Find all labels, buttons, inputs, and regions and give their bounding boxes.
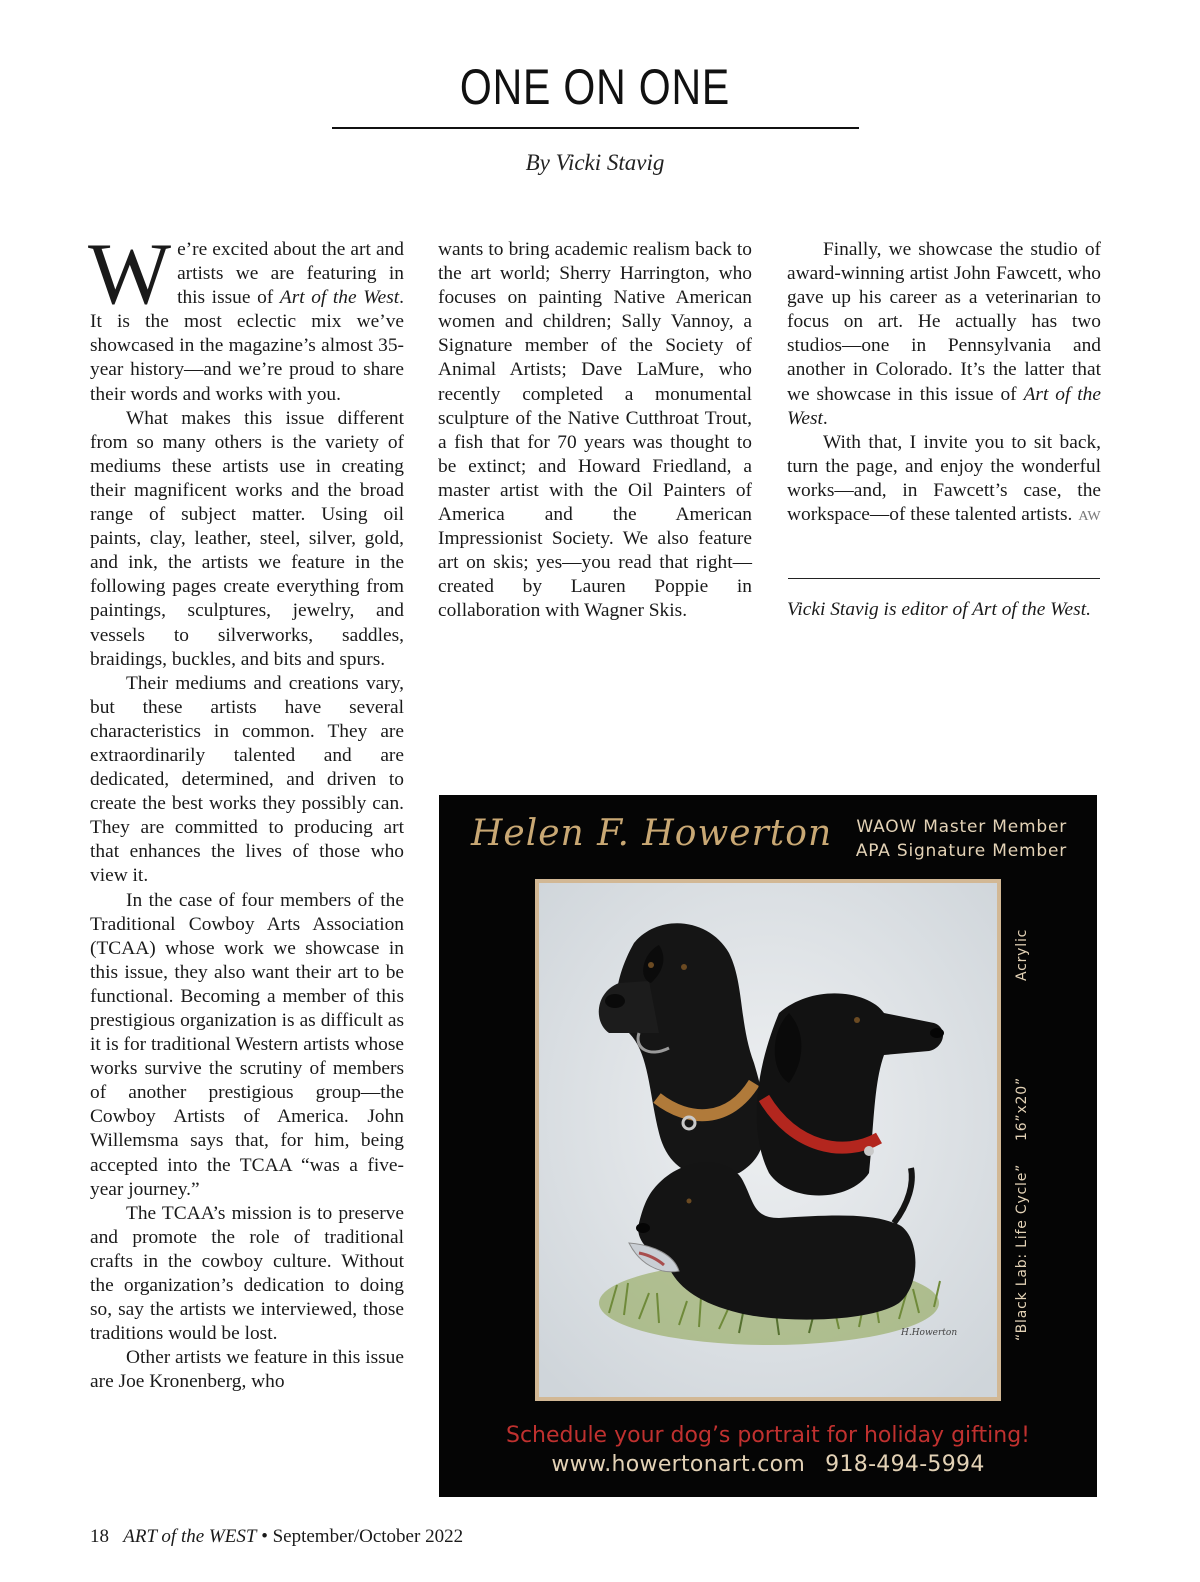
article-column-3	[787, 238, 1101, 529]
painting-size: 16”x20”	[1014, 1076, 1030, 1141]
paragraph-text: Finally, we showcase the studio of award-winning artist John Fawcett, who gave up his career as a veterinarian to focus on art. He actually has two studios—one in Pennsylvania and another in Colorado. It’s the latter that we showcase in this issue of	[787, 239, 1101, 405]
membership-line: WAOW Master Member	[856, 817, 1067, 837]
dog-painting	[539, 883, 997, 1397]
phone-number[interactable]: 918-494-5994	[825, 1452, 985, 1477]
paragraph: The TCAA’s mission is to preserve and promote the role of traditional crafts in the cowboy culture. Without the organization’s dedication to doing so, say the artists we interviewed, those traditions would be lost.	[90, 1202, 404, 1345]
article-column-2	[438, 238, 752, 624]
paragraph	[787, 431, 1101, 529]
end-mark-icon: AW	[1078, 509, 1101, 525]
page-number: 18	[90, 1526, 109, 1547]
drop-cap: W	[88, 226, 172, 323]
magazine-title: Art of the West	[279, 287, 400, 309]
section-title: ONE ON ONE	[459, 59, 731, 115]
membership-line: APA Signature Member	[855, 841, 1067, 861]
advertisement[interactable]	[439, 795, 1097, 1497]
byline: By Vicki Stavig	[525, 150, 665, 175]
footer-separator: •	[261, 1526, 268, 1547]
painting-frame	[535, 879, 1001, 1401]
title-rule	[332, 127, 859, 129]
paragraph-text: .	[822, 407, 828, 429]
ad-contact	[439, 1452, 1097, 1477]
paragraph: wants to bring academic realism back to the art world; Sherry Harrington, who focuses on painting Native American women and children; Sally Vannoy, a Signature member of the Society of Animal Artists; Dave LaMure, who recently completed a monumental sculpture of the Native Cutthroat Trout, a fish that for 70 years was thought to be extinct; and Howard Friedland, a master artist with the Oil Painters of America and the American Impressionist Society. We also feature art on skis; yes—you read that right—created by Lauren Poppie in collaboration with Wagner Skis.	[438, 239, 752, 622]
artist-signature: Helen F. Howerton	[471, 813, 833, 854]
painting-medium: Acrylic	[1014, 928, 1030, 981]
black-labs-illustration	[539, 883, 997, 1397]
author-bio: Vicki Stavig is editor of Art of the West.	[787, 599, 1091, 620]
paragraph	[88, 226, 404, 407]
page-footer	[90, 1526, 463, 1548]
bio-rule	[788, 578, 1100, 579]
painting-signature: H.Howerton	[901, 1328, 958, 1338]
paragraph: In the case of four members of the Traditional Cowboy Arts Association (TCAA) whose work we showcase in this issue, they also want their art to be functional. Becoming a member of this prestigious organization is as difficult as it is for traditional Western artists whose works survive the scrutiny of members of another prestigious group—the Cowboy Artists of America. John Willemsma says that, for him, being accepted into the TCAA “was a five-year journey.”	[90, 889, 404, 1200]
article-column-1	[88, 226, 404, 1395]
ad-call-to-action: Schedule your dog’s portrait for holiday gifting!	[506, 1423, 1030, 1448]
issue-date: September/October 2022	[272, 1526, 464, 1547]
magazine-name: ART of the WEST	[123, 1526, 257, 1547]
paragraph: Their mediums and creations vary, but these artists have several characteristics in common. They are extraordinarily talented and are dedicated, determined, and driven to create the best works they possibly can. They are committed to producing art that enhances the lives of those who view it.	[90, 672, 404, 887]
paragraph-text: With that, I invite you to sit back, turn the page, and enjoy the wonderful works—and, in Fawcett’s case, the workspace—of these talented artists.	[787, 431, 1101, 526]
magazine-title: Art of the West	[787, 383, 1101, 429]
paragraph: Other artists we feature in this issue are Joe Kronenberg, who	[90, 1347, 404, 1393]
website-link[interactable]: www.howertonart.com	[551, 1452, 806, 1477]
paragraph-text: . It is the most eclectic mix we’ve showcased in the magazine’s almost 35-year history—and we’re proud to share their words and works with you.	[90, 287, 404, 405]
paragraph-text: e’re excited about the art and artists we are featuring in this issue of	[177, 239, 404, 309]
paragraph	[787, 238, 1101, 431]
painting-title: “Black Lab: Life Cycle”	[1014, 1163, 1030, 1341]
paragraph: What makes this issue different from so many others is the variety of mediums these artists use in creating their magnificent works and the broad range of subject matter. Using oil paints, clay, leather, steel, silver, gold, and ink, the artists we feature in the following pages create everything from paintings, sculptures, jewelry, and vessels to silverworks, saddles, braidings, buckles, and bits and spurs.	[90, 407, 404, 670]
